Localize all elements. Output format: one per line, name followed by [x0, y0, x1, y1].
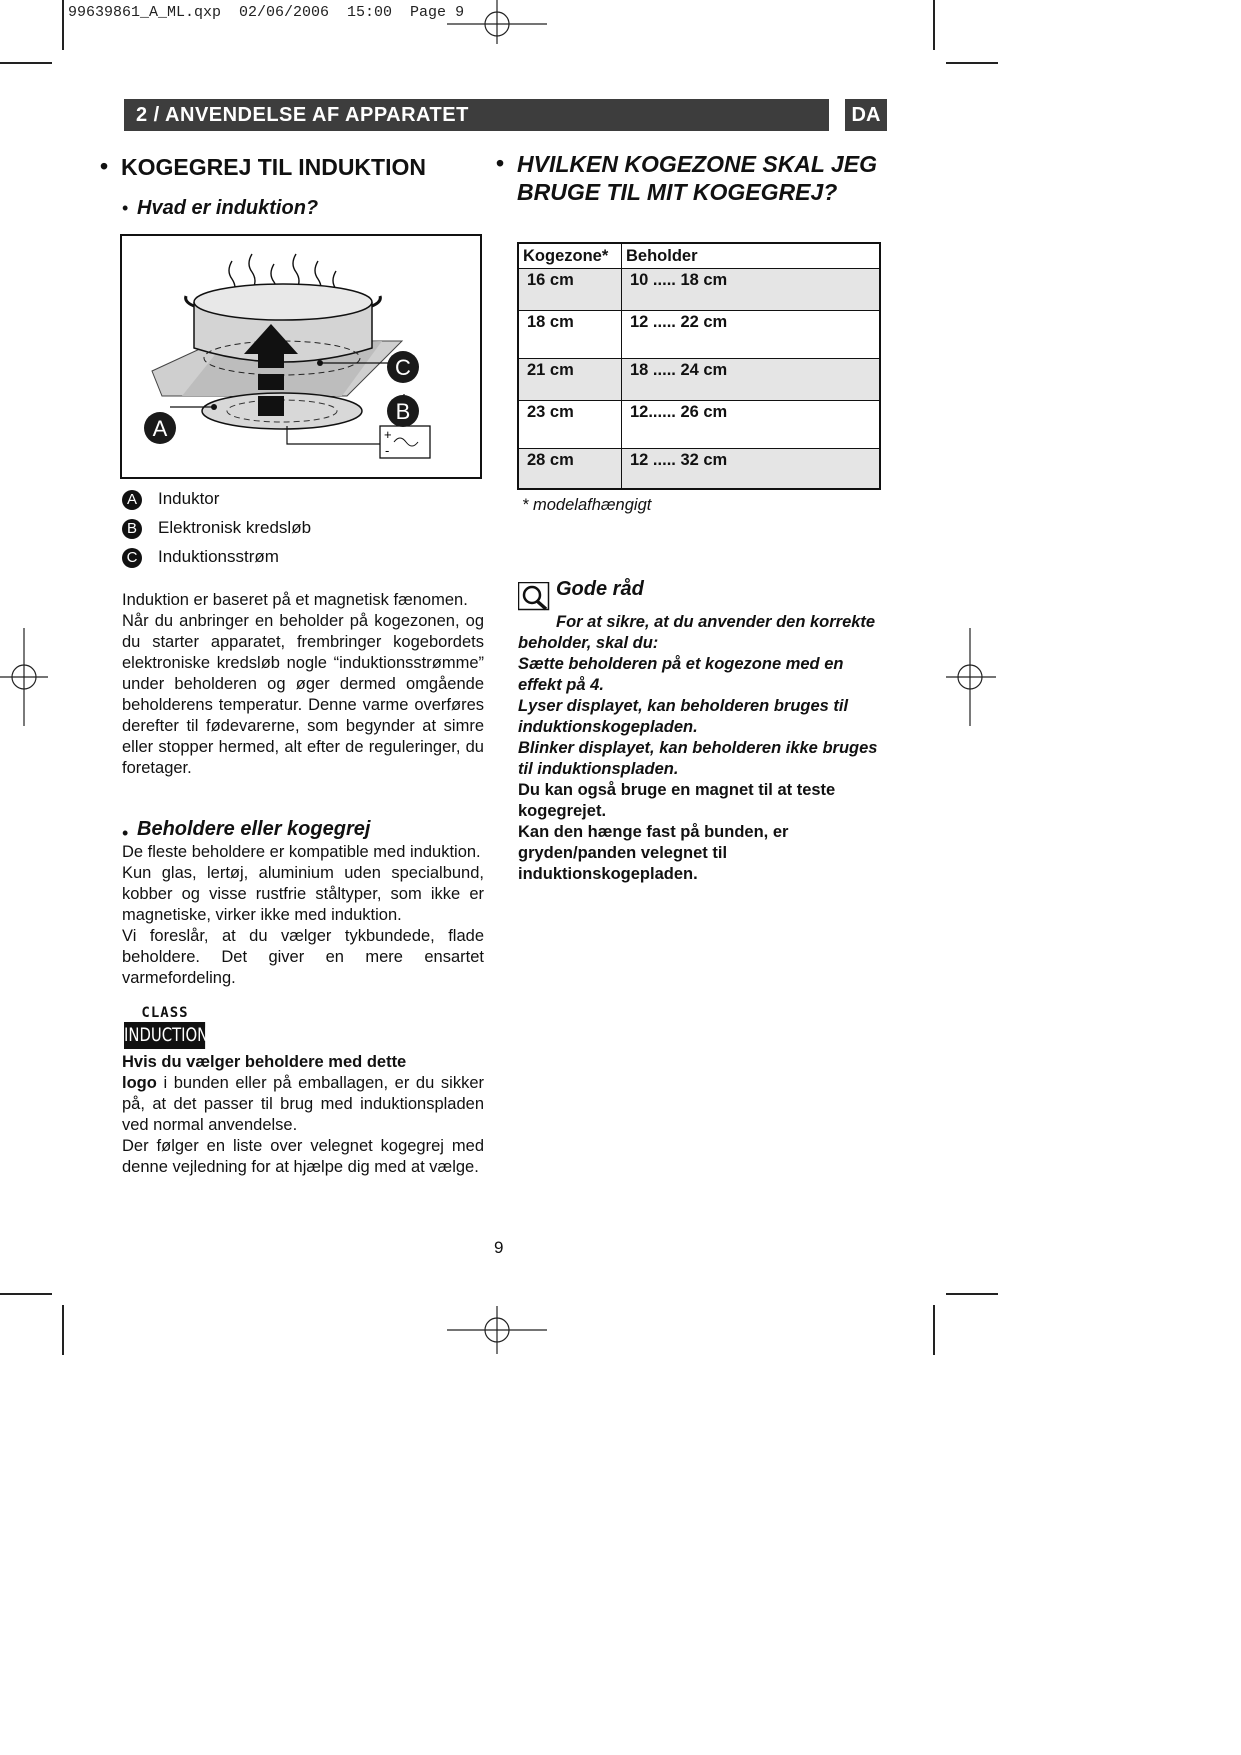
right-heading-line2: BRUGE TIL MIT KOGEGREJ? [517, 179, 838, 205]
page-number: 9 [494, 1238, 504, 1257]
table-row: 18 cm 12 ..... 22 cm [518, 311, 880, 359]
paragraph: De fleste beholdere er kompatible med induktion. [122, 843, 481, 861]
table-row: 16 cm 10 ..... 18 cm [518, 269, 880, 311]
bullet-icon: • [496, 150, 505, 176]
induction-text [122, 590, 484, 779]
language-badge: DA [845, 99, 887, 131]
legend-key-b: B [122, 519, 142, 539]
column-header: Beholder [622, 243, 881, 269]
right-heading-line1: HVILKEN KOGEZONE SKAL JEG [517, 151, 877, 177]
slug-line: 99639861_A_ML.qxp 02/06/2006 15:00 Page 9 [68, 4, 465, 21]
paragraph: Kun glas, lertøj, aluminium uden specialbund, kobber og visse rustfrie ståltyper, som ikke er magnetiske, virker ikke med induktion. [122, 864, 484, 924]
section-header: 2 / ANVENDELSE AF APPARATET [124, 99, 829, 131]
table-row: 23 cm 12...... 26 cm [518, 401, 880, 449]
legend-item [122, 546, 279, 568]
legend-text: Induktionsstrøm [158, 547, 279, 566]
table-footnote: * modelafhængigt [522, 496, 652, 514]
legend-key-a: A [122, 490, 142, 510]
svg-text:C: C [395, 355, 411, 380]
cooking-zone-table [517, 242, 881, 490]
svg-text:+: + [384, 427, 392, 442]
legend-item [122, 488, 219, 510]
legend-key-c: C [122, 548, 142, 568]
table-row: 28 cm 12 ..... 32 cm [518, 449, 880, 489]
bullet-icon: • [122, 198, 129, 218]
paragraph: Der følger en liste over velegnet kogegrej med denne vejledning for at hjælpe dig med at vælge. [122, 1137, 484, 1176]
bullet-icon: • [122, 823, 129, 843]
subheading-cookware: Beholdere eller kogegrej [137, 818, 371, 840]
legend-text: Elektronisk kredsløb [158, 518, 312, 537]
logo-text: Hvis du vælger beholdere med dette logo i bunden eller på emballagen, er du sikker på, at det passer til brug med induktionspladen ved normal anvendelse. Der følger en liste over velegnet kogegrej med denne vejledning for at hjælpe dig med at vælge. [122, 1053, 484, 1176]
paragraph: Induktion er baseret på et magnetisk fænomen. [122, 591, 468, 609]
bullet-icon: • [100, 153, 109, 179]
class-induction-logo: CLASS INDUCTION [124, 1006, 206, 1049]
cookware-text [122, 842, 484, 989]
paragraph: Vi foreslår, at du vælger tykbundede, flade beholdere. Det giver en mere ensartet varmefordeling. [122, 927, 484, 987]
subheading-induction: Hvad er induktion? [137, 197, 319, 219]
svg-text:-: - [385, 443, 390, 458]
left-heading: KOGEGREJ TIL INDUKTION [121, 154, 426, 180]
magnifier-icon [518, 582, 552, 612]
legend-text: Induktor [158, 489, 220, 508]
table-header-row [518, 243, 880, 269]
table-row: 21 cm 18 ..... 24 cm [518, 359, 880, 401]
induction-diagram [120, 234, 482, 479]
svg-text:B: B [395, 399, 411, 424]
legend-item [122, 517, 311, 539]
column-header: Kogezone* [518, 243, 622, 269]
induction-illustration [122, 236, 482, 479]
svg-text:A: A [152, 416, 168, 441]
paragraph: Når du anbringer en beholder på kogezonen, og du starter apparatet, frembringer kogebordets elektroniske kredsløb nogle “induktionsstrømme” under beholderen og øger dermed omgående beholderens temperatur. Denne varme overføres derefter til fødevarerne, som begynder at simre eller stopper hermed, alt efter de reguleringer, du foretager. [122, 612, 484, 777]
tips-title: Gode råd [556, 578, 644, 600]
tips-text: For at sikre, at du anvender den korrekte beholder, skal du: Sætte beholderen på et kogezone med en effekt på 4. Lyser displayet, kan beholderen bruges til induktionskogepladen. Blinker displayet, kan beholderen ikke bruges til induktionspladen. Du kan også bruge en magnet til at teste kogegrejet. Kan den hænge fast på bunden, er gryden/panden velegnet til induktionskogepladen. [518, 613, 878, 883]
